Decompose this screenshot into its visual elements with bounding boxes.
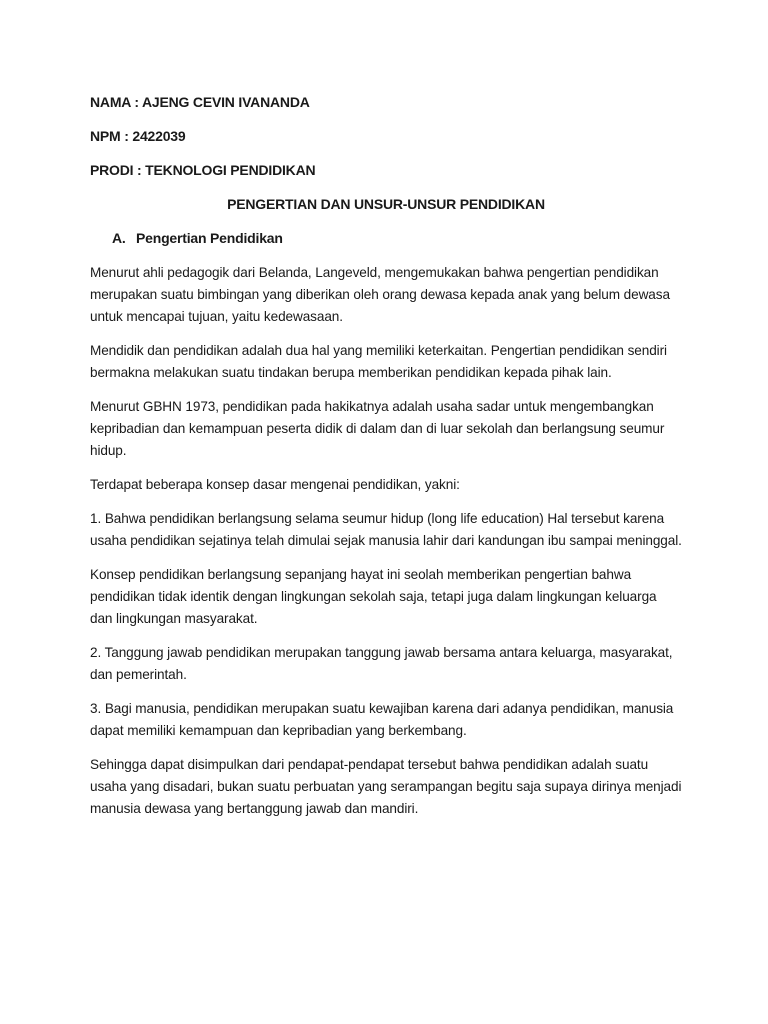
- study-program: PRODI : TEKNOLOGI PENDIDIKAN: [90, 162, 316, 178]
- paragraph-langeveld: Menurut ahli pedagogik dari Belanda, Langeveld, mengemukakan bahwa pengertian pendidikan merupakan suatu bimbingan yang diberikan oleh orang dewasa kepada anak yang belum dewasa untuk mencapai tujuan, yaitu kedewasaan.: [90, 265, 670, 324]
- student-npm: NPM : 2422039: [90, 128, 186, 144]
- section-letter: A.: [112, 230, 126, 246]
- document-title: PENGERTIAN DAN UNSUR-UNSUR PENDIDIKAN: [227, 196, 545, 212]
- paragraph-mendidik: Mendidik dan pendidikan adalah dua hal yang memiliki keterkaitan. Pengertian pendidikan sendiri bermakna melakukan suatu tindakan berupa memberikan pendidikan kepada pihak lain.: [90, 343, 667, 380]
- paragraph-konsep-intro: Terdapat beberapa konsep dasar mengenai pendidikan, yakni:: [90, 477, 460, 492]
- paragraph-point-3: 3. Bagi manusia, pendidikan merupakan suatu kewajiban karena dari adanya pendidikan, manusia dapat memiliki kemampuan dan kepribadian yang berkembang.: [90, 701, 674, 738]
- paragraph-sepanjang-hayat: Konsep pendidikan berlangsung sepanjang hayat ini seolah memberikan pengertian bahwa pendidikan tidak identik dengan lingkungan sekolah saja, tetapi juga dalam lingkungan keluarga dan lingkungan masyarakat.: [90, 567, 657, 626]
- section-heading-a: [90, 228, 682, 248]
- paragraph-gbhn: Menurut GBHN 1973, pendidikan pada hakikatnya adalah usaha sadar untuk mengembangkan kepribadian dan kemampuan peserta didik di dalam dan di luar sekolah dan berlangsung seumur hidup.: [90, 399, 665, 458]
- paragraph-conclusion: Sehingga dapat disimpulkan dari pendapat-pendapat tersebut bahwa pendidikan adalah suatu usaha yang disadari, bukan suatu perbuatan yang serampangan begitu saja supaya dirinya menjadi manusia dewasa yang bertanggung jawab dan mandiri.: [90, 757, 682, 816]
- paragraph-point-2: 2. Tanggung jawab pendidikan merupakan tanggung jawab bersama antara keluarga, masyarakat, dan pemerintah.: [90, 645, 673, 682]
- section-heading-text: Pengertian Pendidikan: [136, 230, 283, 246]
- paragraph-point-1: 1. Bahwa pendidikan berlangsung selama seumur hidup (long life education) Hal tersebut karena usaha pendidikan sejatinya telah dimulai sejak manusia lahir dari kandungan ibu sampai meninggal.: [90, 511, 682, 548]
- student-name: NAMA : AJENG CEVIN IVANANDA: [90, 94, 310, 110]
- document-page: [90, 92, 682, 832]
